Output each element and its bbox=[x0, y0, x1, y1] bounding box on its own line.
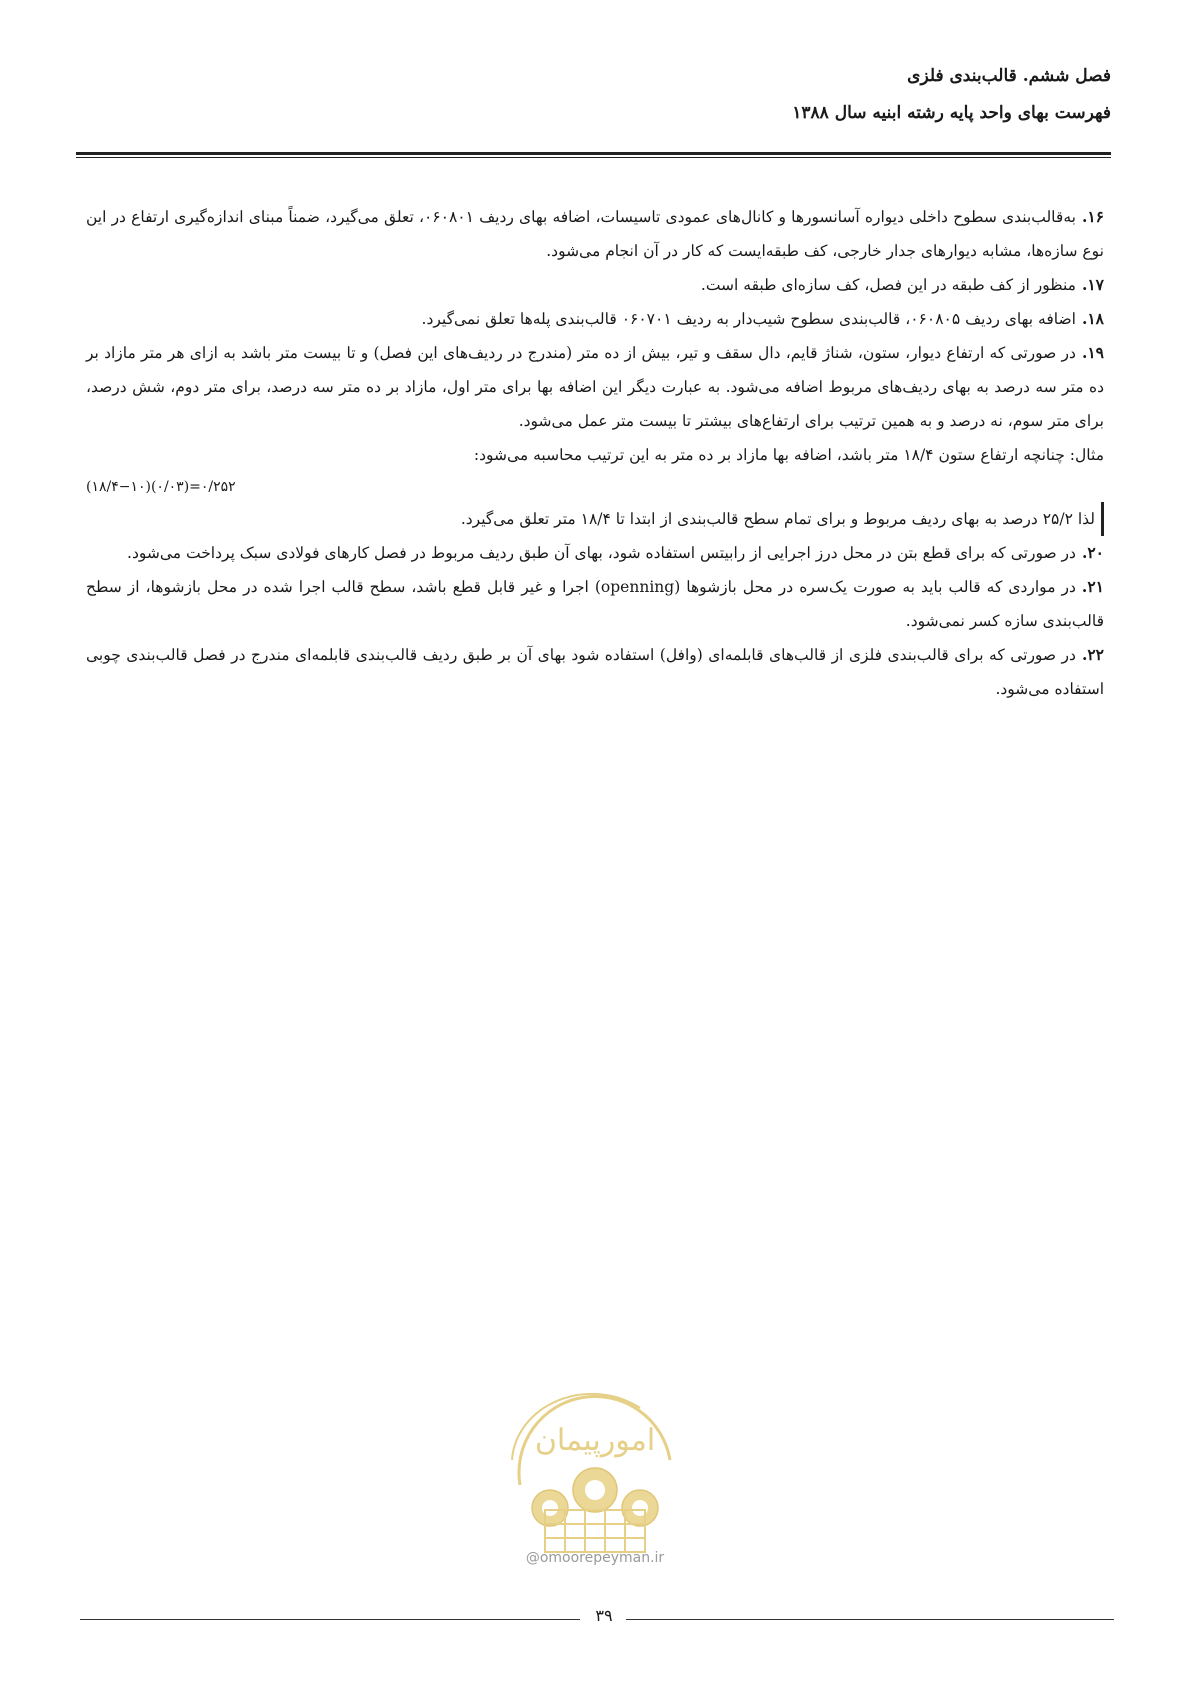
conclusion-line: لذا ۲۵/۲ درصد به بهای ردیف مربوط و برای تمام سطح قالب‌بندی از ابتدا تا ۱۸/۴ متر تعلق می‌گیرد. bbox=[86, 502, 1104, 536]
body-text bbox=[86, 200, 1104, 706]
clause-text: در مواردی که قالب باید به صورت یک‌سره در محل بازشوها (openning) اجرا و غیر قابل قطع باشد، سطح قالب اجرا شده در محل بازشوها، از سطح قالب‌بندی سازه کسر نمی‌شود. bbox=[86, 578, 1104, 630]
clause-21 bbox=[86, 570, 1104, 638]
clause-19 bbox=[86, 336, 1104, 438]
watermark-site bbox=[500, 1550, 690, 1566]
clause-text: در صورتی که ارتفاع دیوار، ستون، شناژ قایم، دال سقف و تیر، بیش از ده متر (مندرج در ردیف‌های این فصل) و تا بیست متر باشد به ازای هر متر مازاد بر ده متر سه درصد به بهای ردیف‌های مربوط اضافه می‌شود. به عبارت دیگر این اضافه بها برای متر اول، مازاد بر ده متر سه درصد، برای متر دوم، شش درصد، برای متر سوم، نه درصد و به همین ترتیب برای ارتفاع‌های بیشتر تا بیست متر عمل می‌شود. bbox=[86, 344, 1104, 430]
watermark-logo bbox=[490, 1390, 700, 1560]
clause-16 bbox=[86, 200, 1104, 268]
page-header bbox=[79, 64, 1111, 125]
clause-number: ۱۸. bbox=[1081, 309, 1104, 328]
clause-number: ۱۷. bbox=[1081, 275, 1104, 294]
clause-20 bbox=[86, 536, 1104, 570]
clause-text: در صورتی که برای قالب‌بندی فلزی از قالب‌های قابلمه‌ای (وافل) استفاده شود بهای آن بر طبق ردیف قالب‌بندی قابلمه‌ای مندرج در فصل قالب‌بندی چوبی استفاده می‌شود. bbox=[86, 646, 1104, 698]
watermark-url: omoorepeyman.ir bbox=[539, 1550, 665, 1566]
clause-text: اضافه بهای ردیف ۰۶۰۸۰۵، قالب‌بندی سطوح شیب‌دار به ردیف ۰۶۰۷۰۱ قالب‌بندی پله‌ها تعلق نمی‌گیرد. bbox=[421, 310, 1076, 328]
clause-18 bbox=[86, 302, 1104, 336]
at-icon: @ bbox=[525, 1550, 540, 1566]
header-rule-thick bbox=[76, 152, 1111, 155]
formula: (۱۸/۴−۱۰)(۰/۰۳)=۰/۲۵۲ bbox=[86, 479, 236, 495]
clause-text: در صورتی که برای قطع بتن در محل درز اجرایی از رابیتس استفاده شود، بهای آن طبق ردیف مربوط در فصل کارهای فولادی سبک پرداخت می‌شود. bbox=[127, 544, 1076, 562]
clause-number: ۱۶. bbox=[1081, 207, 1105, 226]
clause-number: ۲۱. bbox=[1081, 577, 1104, 596]
header-rule-thin bbox=[76, 157, 1111, 158]
clause-number: ۲۰. bbox=[1081, 543, 1104, 562]
document-subtitle: فهرست بهای واحد پایه رشته ابنیه سال ۱۳۸۸ bbox=[792, 103, 1111, 123]
footer-rule-right bbox=[626, 1619, 1114, 1620]
clause-number: ۲۲. bbox=[1081, 645, 1104, 664]
page-number: ۳۹ bbox=[595, 1606, 613, 1625]
clause-text: منظور از کف طبقه در این فصل، کف سازه‌ای طبقه است. bbox=[700, 276, 1076, 294]
chapter-title: فصل ششم. قالب‌بندی فلزی bbox=[907, 66, 1111, 86]
clause-22 bbox=[86, 638, 1104, 706]
clause-text: به‌قالب‌بندی سطوح داخلی دیواره آسانسورها و کانال‌های عمودی تاسیسات، اضافه بهای ردیف ۰۶۰۸۰۱، تعلق می‌گیرد، ضمناً مبنای اندازه‌گیری ارتفاع در این نوع سازه‌ها، مشابه دیوارهای جدار خارجی، کف طبقه‌ایست که کار در آن انجام می‌شود. bbox=[86, 208, 1104, 260]
clause-17 bbox=[86, 268, 1104, 302]
clause-number: ۱۹. bbox=[1081, 343, 1105, 362]
footer-rule-left bbox=[80, 1619, 580, 1620]
logo-text: امورپیمان bbox=[534, 1423, 656, 1458]
example-line: مثال: چنانچه ارتفاع ستون ۱۸/۴ متر باشد، اضافه بها مازاد بر ده متر به این ترتیب محاسبه می‌شود: bbox=[473, 446, 1104, 464]
